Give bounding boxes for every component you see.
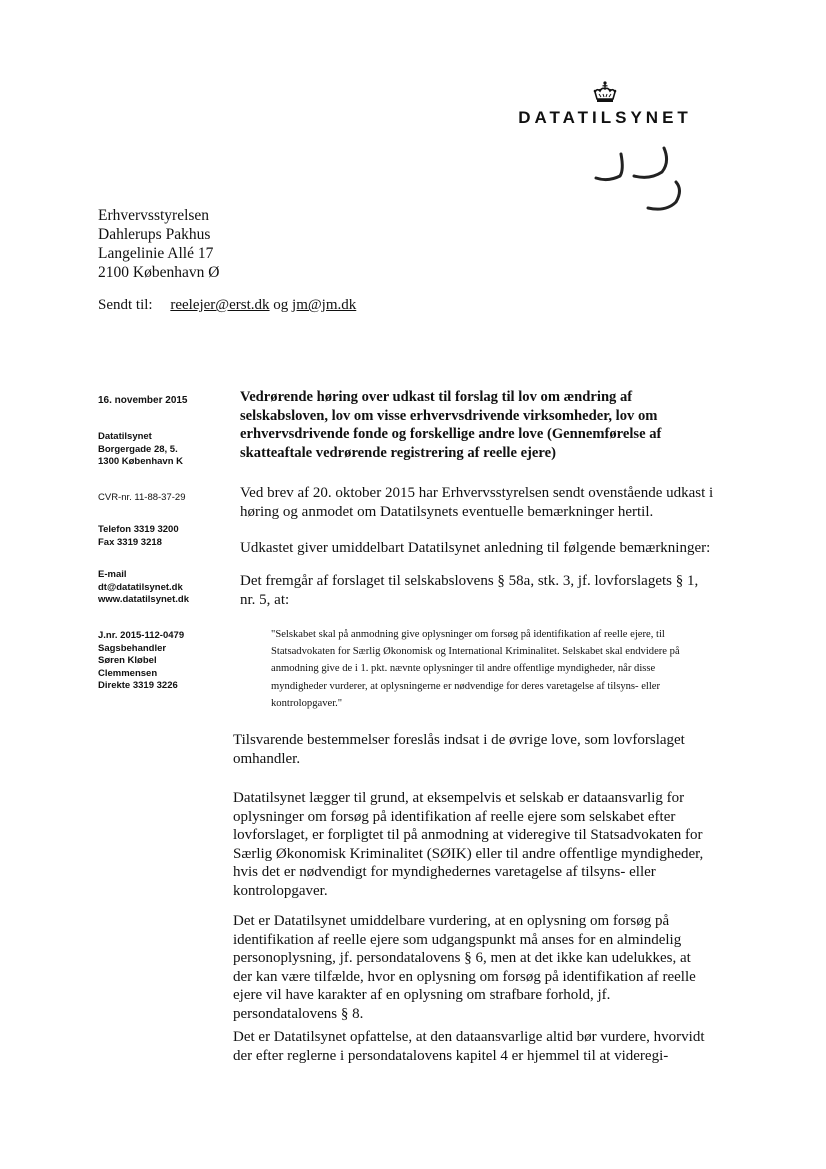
letter-subject: Vedrørende høring over udkast til forslag til lov om ændring af selskabsloven, lov om visse erhvervsdrivende virksomheder, lov om erhvervsdrivende fonde og forskellige andre love (Gennemførelse af skatteaftale vedrørende registrering af reelle ejere) — [240, 389, 662, 461]
recipient-address — [98, 206, 219, 282]
sent-to — [98, 297, 356, 314]
paragraph-assessment: Det er Datatilsynet umiddelbare vurdering, at en oplysning om forsøg på identifikation af reelle ejere som udgangspunkt må anses for en almindelig personoplysning, jf. persondatalovens § 6, men at det ikke kan udelukkes, at der kan være tilfælde, hvor en oplysning om forsøg på identifikation af reelle ejere vil have karakter af en oplysning om strafbare forhold, jf. persondatalovens § 8. — [233, 913, 696, 1022]
letterhead-logo — [500, 80, 710, 128]
email-link-jm[interactable]: jm@jm.dk — [292, 297, 357, 313]
sender-email-label: E-mail — [98, 569, 127, 580]
recipient-line: 2100 København Ø — [98, 264, 220, 281]
sender-contact-block — [98, 569, 189, 607]
letter-date: 16. november 2015 — [98, 395, 188, 406]
case-number: J.nr. 2015-112-0479 — [98, 630, 185, 641]
recipient-line: Langelinie Allé 17 — [98, 245, 214, 262]
sender-org-name: Datatilsynet — [98, 431, 152, 442]
sender-city: 1300 København K — [98, 456, 183, 467]
case-info-block — [98, 630, 184, 693]
recipient-line: Erhvervsstyrelsen — [98, 207, 210, 224]
sender-fax: Fax 3319 3218 — [98, 536, 162, 548]
sender-website[interactable]: www.datatilsynet.dk — [98, 594, 189, 605]
sent-to-conjunction: og — [273, 297, 289, 313]
legal-quote: "Selskabet skal på anmodning give oplysninger om forsøg på identifikation af reelle ejere, til Statsadvokaten for Særlig Økonomisk og International Kriminalitet. Selskabet skal endvidere på anmodning give de i 1. pkt. nævnte oplysninger til andre offentlige myndigheder, når disse myndigheder vurderer, at oplysningerne er nødvendige for deres varetagelse af tilsyns- eller kontrolopgaver." — [271, 629, 680, 709]
logo-text: DATATILSYNET — [518, 108, 692, 127]
case-handler-direct: Direkte 3319 3226 — [98, 680, 178, 691]
sender-phone: Telefon 3319 3200 — [98, 524, 179, 535]
paragraph-reference: Det fremgår af forslaget til selskabslovens § 58a, stk. 3, jf. lovforslagets § 1, nr. 5, at: — [240, 573, 699, 608]
email-link-erst[interactable]: reelejer@erst.dk — [170, 297, 270, 313]
paragraph-intro: Ved brev af 20. oktober 2015 har Erhvervsstyrelsen sendt ovenstående udkast i høring og anmodet om Datatilsynets eventuelle bemærkninger hertil. — [240, 485, 714, 520]
sender-cvr: CVR-nr. 11-88-37-29 — [98, 492, 186, 503]
case-handler-surname: Clemmensen — [98, 667, 158, 679]
case-handler-label: Sagsbehandler — [98, 642, 167, 654]
sender-phone-block — [98, 524, 179, 549]
crown-icon — [592, 80, 618, 106]
paragraph-assumption: Datatilsynet lægger til grund, at eksempelvis et selskab er dataansvarlig for oplysninger om forsøg på identifikation af reelle ejere som selskabet efter lovforslaget, er forpligtet til på anmodning at videregive til Statsadvokaten for Særlig Økonomisk Kriminalitet (SØIK) eller til andre offentlige myndigheder, hvis det er nødvendigt for myndighedernes varetagelse af tilsyns- eller kontrolopgaver. — [233, 790, 704, 899]
paragraph-remarks: Udkastet giver umiddelbart Datatilsynet anledning til følgende bemærkninger: — [240, 540, 711, 556]
recipient-line: Dahlerups Pakhus — [98, 226, 211, 243]
sent-to-label: Sendt til: — [98, 297, 153, 313]
sender-address — [98, 431, 183, 469]
sender-street: Borgergade 28, 5. — [98, 443, 178, 455]
sender-email[interactable]: dt@datatilsynet.dk — [98, 581, 183, 593]
paragraph-similar-provisions: Tilsvarende bestemmelser foreslås indsat i de øvrige love, som lovforslaget omhandler. — [233, 732, 685, 767]
paragraph-opinion: Det er Datatilsynet opfattelse, at den dataansvarlige altid bør vurdere, hvorvidt der efter reglerne i persondatalovens kapitel 4 er hjemmel til at videregi- — [233, 1029, 705, 1064]
handwritten-initials — [588, 140, 688, 220]
case-handler-name: Søren Kløbel — [98, 655, 157, 666]
